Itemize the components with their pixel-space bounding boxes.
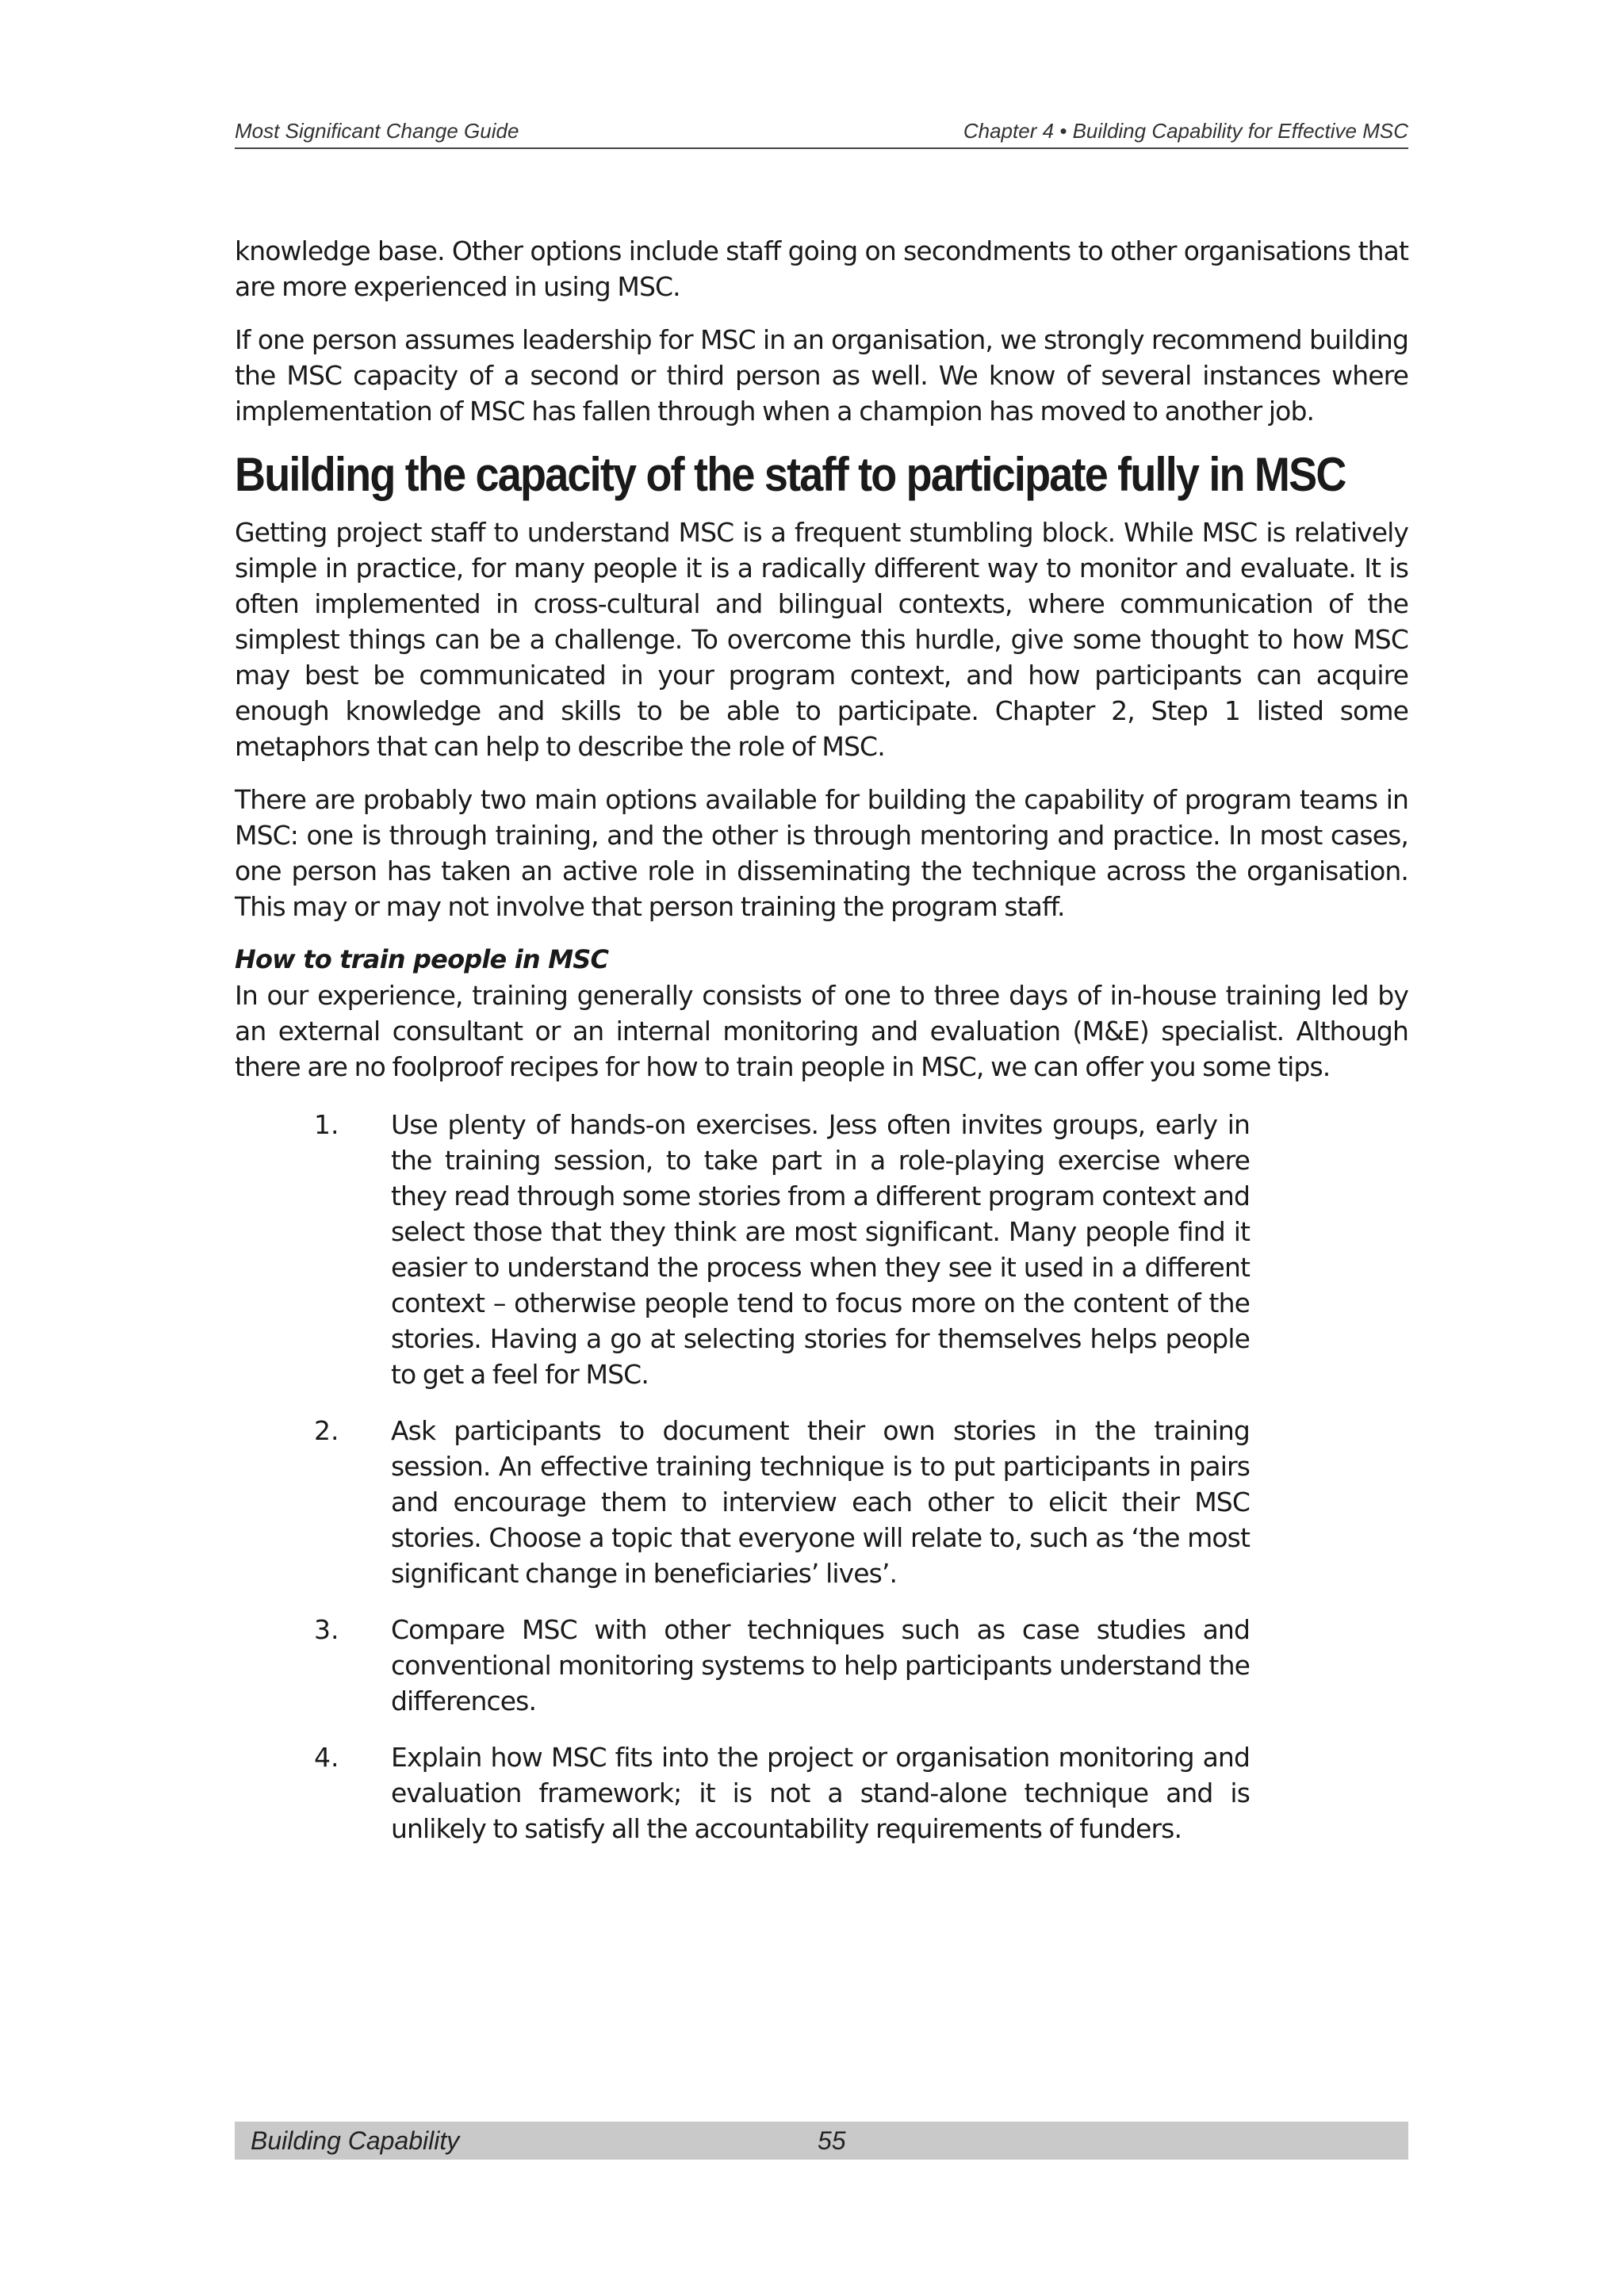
list-number: 1. (314, 1109, 339, 1140)
section-paragraph: There are probably two main options available for building the capability of program teams in MSC: one is through training, and the other is through mentoring and practice. In most cases, one person has taken an active role in disseminating the technique across the organisation. This may or may not involve that person training the program staff. (235, 784, 1408, 922)
list-item (235, 1739, 1250, 1846)
page-number: 55 (818, 2126, 846, 2155)
tips-list (235, 1107, 1408, 1846)
list-number: 2. (314, 1415, 339, 1446)
list-text: Compare MSC with other techniques such as case studies and conventional monitoring systems to help participants understand the differences. (391, 1614, 1250, 1716)
subsection-paragraph: In our experience, training generally consists of one to three days of in-house training led by an external consultant or an internal monitoring and evaluation (M&E) specialist. Although there are no foolproof recipes for how to train people in MSC, we can offer you some tips. (235, 980, 1408, 1082)
list-text: Ask participants to document their own stories in the training session. An effective training technique is to put participants in pairs and encourage them to interview each other to elicit their MSC stories. Choose a topic that everyone will relate to, such as ‘the most significant change in beneficiaries’ lives’. (391, 1415, 1250, 1589)
list-item (235, 1413, 1250, 1591)
footer-bar (235, 2122, 1408, 2160)
list-text: Explain how MSC fits into the project or organisation monitoring and evaluation framework; it is not a stand-alone technique and is unlikely to satisfy all the accountability requirements of funders. (391, 1742, 1250, 1844)
header-guide-title: Most Significant Change Guide (235, 119, 519, 143)
page-body (235, 233, 1408, 1867)
header-chapter-title: Chapter 4 • Building Capability for Effective MSC (963, 119, 1408, 143)
list-text: Use plenty of hands-on exercises. Jess often invites groups, early in the training session, to take part in a role-playing exercise where they read through some stories from a different program context and select those that they think are most significant. Many people find it easier to understand the process when they see it used in a different context – otherwise people tend to focus more on the content of the stories. Having a go at selecting stories for themselves helps people to get a feel for MSC. (391, 1109, 1250, 1390)
list-number: 3. (314, 1614, 339, 1645)
list-item (235, 1612, 1250, 1719)
footer-section-title: Building Capability (251, 2126, 460, 2155)
list-item (235, 1107, 1250, 1392)
list-number: 4. (314, 1742, 339, 1773)
section-paragraph: Getting project staff to understand MSC is a frequent stumbling block. While MSC is relatively simple in practice, for many people it is a radically different way to monitor and evaluate. It is often implemented in cross-cultural and bilingual contexts, where communication of the simplest things can be a challenge. To overcome this hurdle, give some thought to how MSC may best be communicated in your program context, and how participants can acquire enough knowledge and skills to be able to participate. Chapter 2, Step 1 listed some metaphors that can help to describe the role of MSC. (235, 517, 1408, 762)
intro-paragraph: knowledge base. Other options include staff going on secondments to other organisations that are more experienced in using MSC. (235, 235, 1408, 302)
section-heading: Building the capacity of the staff to participate fully in MSC (235, 448, 1346, 501)
running-header (235, 116, 1408, 149)
intro-paragraph: If one person assumes leadership for MSC in an organisation, we strongly recommend building the MSC capacity of a second or third person as well. We know of several instances where implementation of MSC has fallen through when a champion has moved to another job. (235, 324, 1408, 427)
subsection-heading: How to train people in MSC (235, 944, 609, 974)
